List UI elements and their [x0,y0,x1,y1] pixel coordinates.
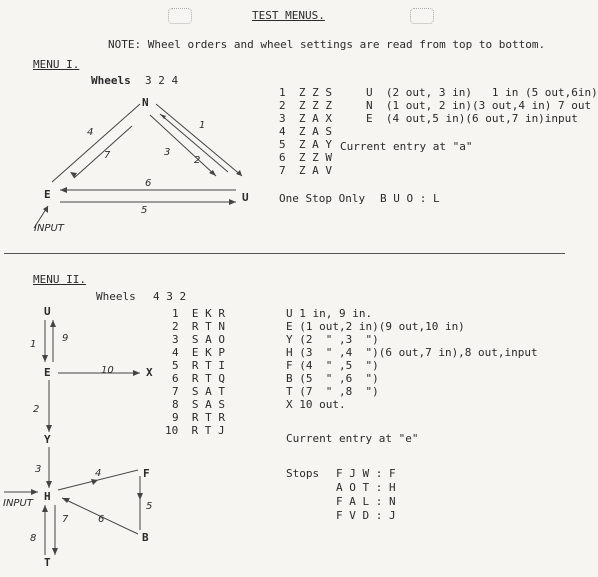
menu2-edge-label-5: 5 [146,501,153,512]
menu2-edge-label-2: 2 [33,404,40,415]
setting-row [172,346,225,359]
menu1-current-entry: Current entry at "a" [340,140,473,153]
menu2-current-entry: Current entry at "e" [286,432,419,445]
menu2-connection-row: B (5 " ,6 ") [286,372,379,385]
setting-code: R T J [191,424,225,437]
menu2-edge-label-4: 4 [95,468,102,479]
menu2-edge-label-6: 6 [98,514,105,525]
setting-code: R T Q [191,372,225,385]
setting-row [165,424,225,437]
setting-number: 8 [172,398,179,411]
setting-number: 7 [279,164,286,177]
menu2-stops-label: Stops [286,467,320,480]
menu2-connection-row: X 10 out. [286,398,346,411]
menu2-node-h: H [44,490,51,503]
setting-number: 1 [172,307,179,320]
menu1-connection-row: N (1 out, 2 in)(3 out,4 in) 7 out [366,99,592,112]
menu2-node-f: F [143,467,150,480]
setting-code: Z A V [298,164,332,177]
setting-number: 9 [172,411,179,424]
menu1-heading: MENU I. [33,58,80,71]
menu1-node-u: U [242,191,249,204]
setting-row [172,307,225,320]
menu1-edge-label-1: 1 [199,120,206,131]
menu2-connection-row: Y (2 " ,3 ") [286,333,379,346]
menu1-edge-label-6: 6 [145,178,152,189]
setting-row [172,411,225,424]
menu2-node-t: T [44,556,51,569]
menu2-edge-label-1: 1 [30,339,37,350]
menu1-stop-value: B U O : L [380,192,440,205]
menu2-node-e: E [44,366,51,379]
setting-number: 6 [172,372,179,385]
setting-number: 2 [172,320,179,333]
menu1-node-n: N [142,96,149,109]
setting-row [172,385,225,398]
setting-row [172,320,225,333]
menu2-wheels-value: 4 3 2 [153,290,187,303]
menu2-connection-row: U 1 in, 9 in. [286,307,373,320]
setting-number: 4 [279,125,286,138]
setting-number: 3 [279,112,286,125]
setting-number: 10 [165,424,179,437]
setting-number: 7 [172,385,179,398]
setting-number: 3 [172,333,179,346]
menu1-wheels-value: 3 2 4 [145,74,179,87]
page-title: TEST MENUS. [252,9,325,22]
setting-code: R T I [191,359,225,372]
menu1-node-e: E [44,188,51,201]
setting-code: S A S [191,398,225,411]
menu2-stop-row: F J W : F [336,467,396,480]
menu2-heading: MENU II. [33,273,86,286]
menu1-edge-label-5: 5 [141,205,148,216]
setting-code: R T N [191,320,225,333]
setting-code: S A T [191,385,225,398]
menu1-connection-row: E (4 out,5 in)(6 out,7 in)input [366,112,578,125]
menu2-edge-label-7: 7 [62,514,69,525]
menu1-stop-label: One Stop Only [279,192,366,205]
setting-code: E K R [191,307,225,320]
setting-row [172,372,225,385]
menu2-node-u: U [44,305,51,318]
menu1-edge-label-2: 2 [194,155,201,166]
setting-number: 2 [279,99,286,112]
setting-code: Z A Y [298,138,332,151]
menu2-edge-label-3: 3 [35,464,42,475]
menu1-edge-label-4: 4 [87,127,94,138]
setting-code: R T R [191,411,225,424]
setting-code: Z A S [298,125,332,138]
setting-code: S A O [191,333,225,346]
menu2-stop-row: A O T : H [336,481,396,494]
menu2-input-label: INPUT [3,498,33,509]
menu2-node-x: X [146,366,153,379]
setting-number: 5 [279,138,286,151]
menu1-wheels-label: Wheels [91,74,131,87]
menu2-stop-row: F A L : N [336,495,396,508]
menu1-input-label: INPUT [34,223,64,234]
setting-row [172,398,225,411]
menu2-wheels-label: Wheels [96,290,136,303]
menu2-node-b: B [142,531,149,544]
setting-number: 1 [279,86,286,99]
setting-code: Z Z S [298,86,332,99]
menu2-connection-row: E (1 out,2 in)(9 out,10 in) [286,320,465,333]
menu2-node-y: Y [44,433,51,446]
menu2-connection-row: F (4 " ,5 ") [286,359,379,372]
setting-row [172,333,225,346]
menu2-edge-label-9: 9 [62,333,69,344]
menu2-connection-row: H (3 " ,4 ")(6 out,7 in),8 out,input [286,346,538,359]
menu1-connection-row: U (2 out, 3 in) 1 in (5 out,6in) [366,86,598,99]
setting-number: 5 [172,359,179,372]
menu2-connection-row: T (7 " ,8 ") [286,385,379,398]
setting-code: Z A X [298,112,332,125]
menu2-stop-row: F V D : J [336,509,396,522]
note-text: NOTE: Wheel orders and wheel settings are read from top to bottom. [108,38,546,51]
setting-number: 4 [172,346,179,359]
setting-code: Z Z Z [298,99,332,112]
setting-row [172,359,225,372]
menu2-edge-label-8: 8 [30,533,37,544]
menu1-edge-label-7: 7 [104,150,111,161]
menu1-edge-label-3: 3 [164,147,171,158]
setting-number: 6 [279,151,286,164]
setting-code: Z Z W [298,151,332,164]
setting-code: E K P [191,346,225,359]
menu2-edge-label-10: 10 [101,365,114,376]
